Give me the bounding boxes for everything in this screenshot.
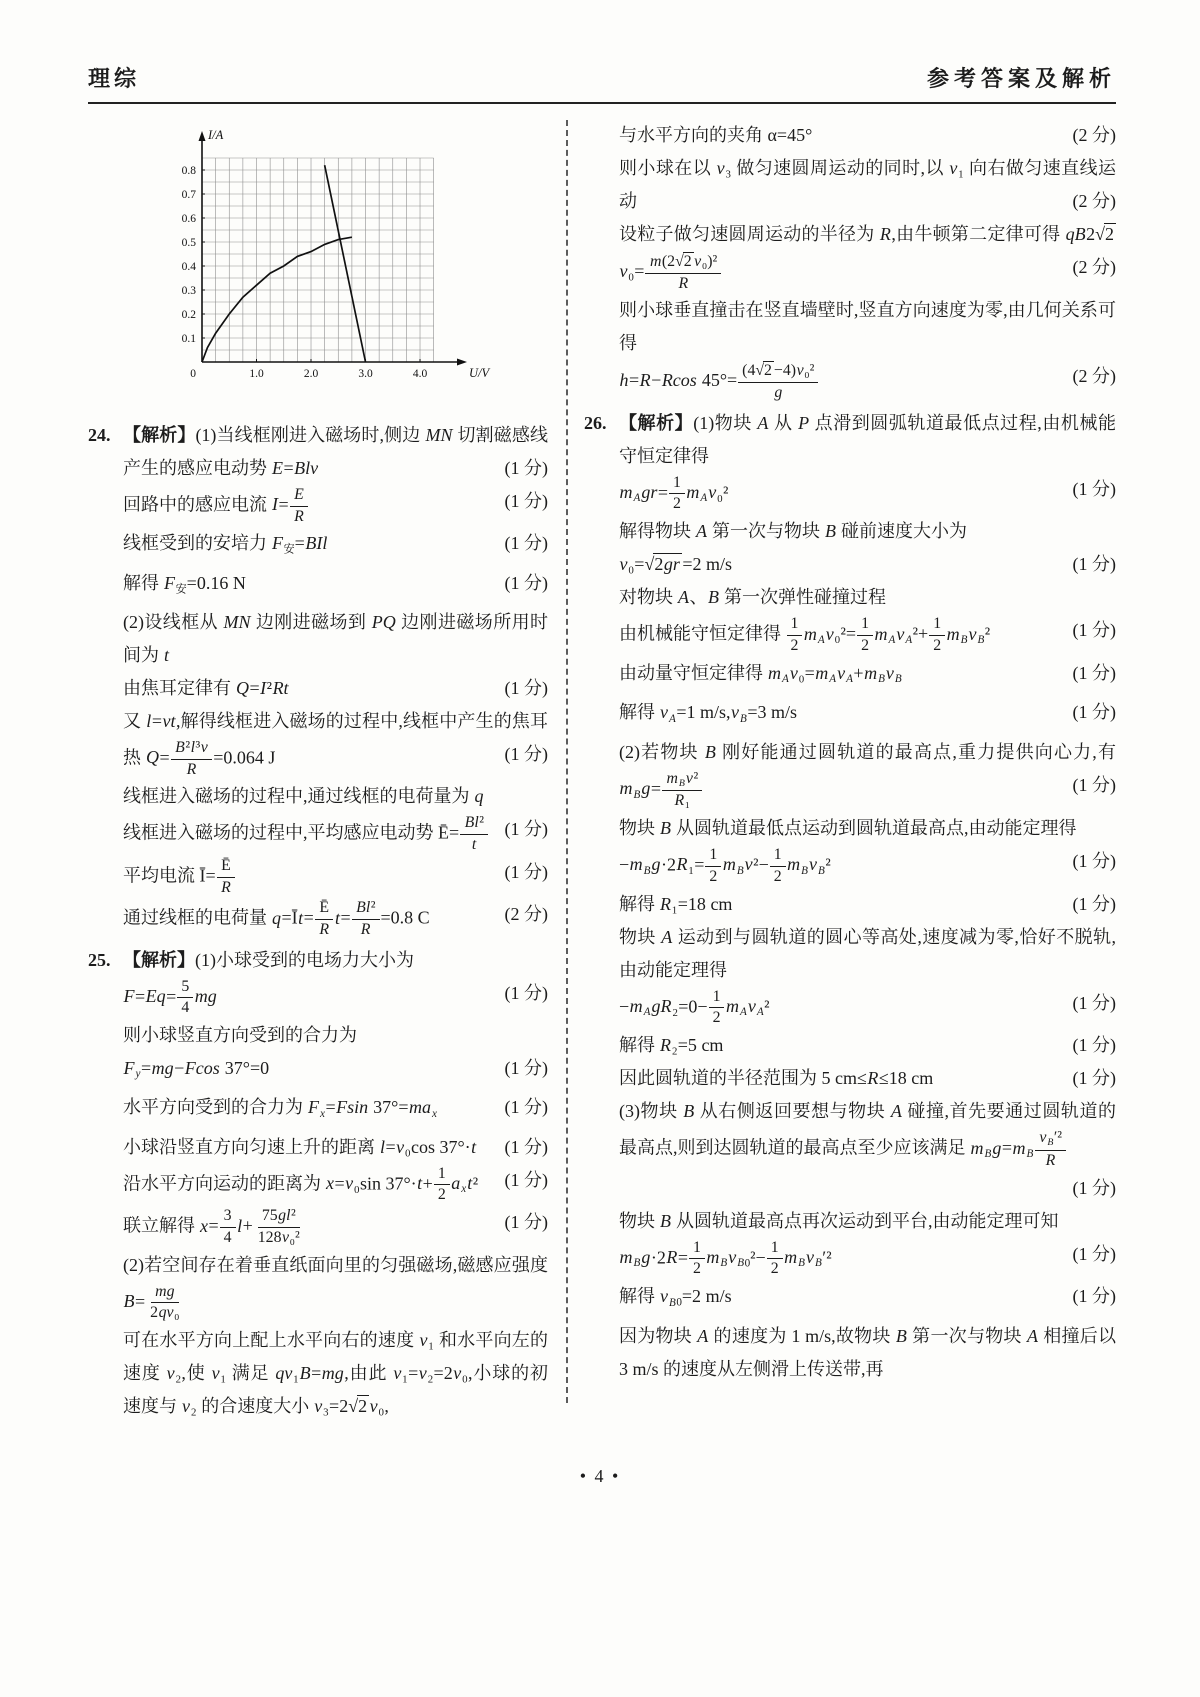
answer-line: 回路中的感应电流 I= $\frac{E}{R}$ (1 分) (123, 486, 548, 525)
answer-line: 设粒子做匀速圆周运动的半径为 R,由牛顿第二定律可得 qB2√2v₀= $\frac{\text{m(2√2 v₀)²}}{R}$ (2 分) (619, 224, 1116, 292)
answer-line: 可在水平方向上配上水平向右的速度 v₁ 和水平向左的速度 v₂,使 v₁ 满足 qv₁B=mg,由此 v₁=v₂=2v₀,小球的初速度与 v₂ 的合速度大小 v₃=2√2 v₀, (123, 1330, 548, 1417)
svg-text:I/A: I/A (208, 128, 224, 142)
score-mark: (1 分) (504, 678, 548, 699)
score-mark: (1 分) (1072, 478, 1116, 499)
answer-line: $m_Agr=$ $\frac{1}{2}$ $m_Av_0^2$ (1 分) (619, 473, 1116, 513)
svg-text:0.8: 0.8 (181, 165, 196, 177)
score-mark: (1 分) (504, 458, 548, 478)
content-area (88, 116, 1116, 1423)
answer-line: (3)物块 B 从右侧返回要想与物块 A 碰撞,首先要通过圆轨道的最高点,则到达圆轨道的最高点至少应该满足 $m_Bg=m_B$ $\frac{v_B'^2}{R}$ (1 分) (619, 1095, 1116, 1204)
score-mark: (1 分) (1072, 1035, 1116, 1056)
chart-canvas (156, 126, 548, 405)
answer-line: 物块 A 运动到与圆轨道的圆心等高处,速度减为零,恰好不脱轨,由动能定理得 (619, 926, 1116, 980)
score-mark: (1 分) (504, 982, 548, 1003)
answer-line: 线框进入磁场的过程中,通过线框的电荷量为 q (123, 786, 484, 807)
score-mark: (1 分) (1072, 850, 1116, 871)
answer-line: 联立解得 x= $\frac{3}{4}$ l+ $\frac{\text{75gl²}}{\text{128v₀²}}$ (1 分) (123, 1207, 548, 1246)
svg-text:1.0: 1.0 (249, 368, 264, 380)
score-mark: (1 分) (504, 491, 548, 511)
score-mark: (1 分) (504, 744, 548, 765)
svg-text:0: 0 (190, 368, 196, 380)
score-mark: (1 分) (504, 1136, 548, 1157)
answer-line: 【解析】(1)物块 A 从 P 点滑到圆弧轨道最低点过程,由机械能守恒定律得 (619, 412, 1116, 466)
left-column (88, 116, 548, 1423)
answer-line: h=R−Rcos 45°= $\frac{\text{(4√2 −4)v₀²}}{g}$ (2 分) (619, 362, 1116, 402)
svg-text:0.2: 0.2 (181, 309, 196, 321)
component-I-U-curve (202, 237, 352, 362)
answer-line: 物块 B 从圆轨道最高点再次运动到平台,由动能定理可知 (619, 1210, 1059, 1231)
score-mark: (1 分) (504, 1212, 548, 1233)
score-mark: (1 分) (504, 1057, 548, 1078)
right-column (584, 116, 1116, 1423)
chart-svg (156, 126, 508, 400)
score-mark: (2 分) (1072, 125, 1116, 145)
right-column-answers (584, 119, 1116, 1386)
answer-line: 则小球竖直方向受到的合力为 (123, 1024, 357, 1045)
page-header (88, 62, 1116, 104)
score-mark: (1 分) (1072, 1068, 1116, 1089)
answer-line: 因此圆轨道的半径范围为 5 cm≤R≤18 cm (1 分) (619, 1062, 1116, 1095)
score-mark: (1 分) (504, 1097, 548, 1118)
answer-line: 通过线框的电荷量 q=Īt= $\frac{Ē}{R}$ t= $\frac{\text{Bl²}}{R}$ =0.8 C (2 分) (123, 899, 548, 938)
answer-line: 由动量守恒定律得 $m_Av_0=m_Av_A+m_Bv_B$ (1 分) (619, 657, 1116, 696)
score-mark: (1 分) (504, 861, 548, 882)
problem-25 (88, 944, 548, 1423)
subject-label: 理综 (88, 66, 141, 91)
column-divider (566, 120, 568, 1403)
score-mark: (1 分) (504, 572, 548, 593)
svg-text:2.0: 2.0 (303, 368, 319, 380)
answer-line: F=Eq= $\frac{5}{4}$ mg (1 分) (123, 977, 548, 1017)
answer-line: 【解析】(1)小球受到的电场力大小为 (123, 949, 414, 970)
svg-text:0.1: 0.1 (181, 333, 196, 345)
answer-line: $m_Bg\cdot 2R=$ $\frac{1}{2}$ $m_Bv_{B0}^2-$ $\frac{1}{2}$ $m_Bv_B'^2$ (1 分) (619, 1238, 1116, 1278)
score-mark: (1 分) (1072, 620, 1116, 641)
current-voltage-graph (156, 126, 548, 405)
answer-line: 解得 $v_{B0}=2$ m/s (1 分) (619, 1280, 1116, 1319)
answer-line: 由焦耳定律有 Q=I²Rt (1 分) (123, 672, 548, 705)
answer-line: 小球沿竖直方向匀速上升的距离 l=v₀cos 37°·t (1 分) (123, 1131, 548, 1164)
answer-line: 与水平方向的夹角 α=45° (2 分) (619, 119, 1116, 152)
answer-line: 解得 R₂=5 cm (1 分) (619, 1029, 1116, 1062)
page-title: 参考答案及解析 (926, 66, 1116, 91)
score-mark: (1 分) (1072, 893, 1116, 914)
answer-line: 解得 $v_A=1$ $m/s,v_B=3$ m/s (1 分) (619, 696, 1116, 735)
answer-line: $-m_Bg\cdot 2R_1=$ $\frac{1}{2}$ $m_Bv^2-$ $\frac{1}{2}$ $m_Bv_B^2$ (1 分) (619, 845, 1116, 885)
svg-text:0.3: 0.3 (181, 285, 196, 297)
page-number: • 4 • (579, 1466, 621, 1486)
straight-load-line (325, 165, 366, 362)
answer-line: 又 l=vt,解得线框进入磁场的过程中,线框中产生的焦耳热 Q= $\frac{\text{B²l³v}}{R}$ =0.064 J (1 分) (123, 711, 548, 778)
svg-text:4.0: 4.0 (412, 368, 428, 380)
score-mark: (1 分) (1072, 1177, 1116, 1198)
answer-line: $F_y=mg-Fcos$ 37°=0 (1 分) (123, 1052, 548, 1091)
continued-solution (584, 119, 1116, 404)
score-mark: (1 分) (1072, 1286, 1116, 1307)
answer-line: (2)若物块 B 刚好能通过圆轨道的最高点,重力提供向心力,有 $m_Bg=$ $\frac{m_Bv^2}{\text{R₁}}$ (1 分) (619, 741, 1116, 810)
score-mark: (1 分) (1072, 663, 1116, 684)
problem-number: 25. (88, 949, 111, 970)
score-mark: (2 分) (1072, 366, 1116, 387)
problem-26 (584, 407, 1116, 1386)
svg-text:0.4: 0.4 (181, 261, 196, 273)
answer-line: 则小球垂直撞击在竖直墙壁时,竖直方向速度为零,由几何关系可得 (619, 300, 1116, 354)
answer-line: 【解析】(1)当线框刚进入磁场时,侧边 MN 切割磁感线产生的感应电动势 E=Blv (1 分) (123, 419, 548, 485)
answer-line: 解得 R₁=18 cm (1 分) (619, 888, 1116, 921)
svg-text:U/V: U/V (469, 366, 490, 380)
answer-line: 解得物块 A 第一次与物块 B 碰前速度大小为 (619, 521, 967, 542)
svg-text:0.6: 0.6 (181, 213, 196, 225)
problem-24 (88, 419, 548, 941)
score-mark: (1 分) (504, 533, 548, 554)
answer-line: 线框进入磁场的过程中,平均感应电动势 Ē= $\frac{\text{Bl²}}{t}$ (1 分) (123, 814, 548, 854)
svg-text:0.7: 0.7 (181, 189, 196, 201)
score-mark: (1 分) (504, 1169, 548, 1190)
answer-line: v₀=√2gr =2 m/s (1 分) (619, 548, 1116, 581)
answer-line: 水平方向受到的合力为 $F_x=Fsin$ $37^\circ=ma_x$ (1 分) (123, 1091, 548, 1130)
problem-number: 24. (88, 425, 111, 445)
score-mark: (1 分) (1072, 702, 1116, 723)
answer-line: (2)若空间存在着垂直纸面向里的匀强磁场,磁感应强度 B= $\frac{mg}{\text{2qv₀}}$ (123, 1254, 548, 1322)
answer-line: 沿水平方向运动的距离为 x=v₀sin 37°·t+ $\frac{1}{2}$ $a_xt^2$ (1 分) (123, 1164, 548, 1204)
answer-line: 对物块 A、B 第一次弹性碰撞过程 (619, 587, 886, 608)
answer-line: $-m_AgR_2=0-$ $\frac{1}{2}$ $m_Av_A^2$ (1 分) (619, 987, 1116, 1027)
answer-line: 因为物块 A 的速度为 1 m/s,故物块 B 第一次与物块 A 相撞后以 3 m/s 的速度从左侧滑上传送带,再 (619, 1325, 1116, 1379)
left-column-answers (88, 419, 548, 1423)
problem-number: 26. (584, 412, 607, 433)
score-mark: (2 分) (504, 904, 548, 925)
page-footer (0, 1466, 1200, 1487)
score-mark: (1 分) (504, 819, 548, 840)
score-mark: (2 分) (1072, 257, 1116, 277)
answer-line: (2)设线框从 MN 边刚进磁场到 PQ 边刚进磁场所用时间为 t (123, 612, 548, 666)
svg-text:0.5: 0.5 (181, 237, 196, 249)
answer-line: 解得 $F_安=0.16$ N (1 分) (123, 567, 548, 606)
score-mark: (1 分) (1072, 774, 1116, 795)
answer-line: 由机械能守恒定律得 $\frac{1}{2}$ $m_Av_0^2=$ $\frac{1}{2}$ $m_Av_A^2+$ $\frac{1}{2}$ $m_Bv_B^2$ (1 分) (619, 615, 1116, 655)
svg-text:3.0: 3.0 (358, 368, 373, 380)
answer-line: 则小球在以 v₃ 做匀速圆周运动的同时,以 v₁ 向右做匀速直线运动 (2 分) (619, 152, 1116, 218)
answer-line: 线框受到的安培力 $F_安=BIl$ (1 分) (123, 527, 548, 566)
score-mark: (1 分) (1072, 992, 1116, 1013)
score-mark: (2 分) (1072, 191, 1116, 211)
score-mark: (1 分) (1072, 1243, 1116, 1264)
answer-line: 平均电流 Ī= $\frac{Ē}{R}$ (1 分) (123, 856, 548, 896)
score-mark: (1 分) (1072, 554, 1116, 575)
answer-line: 物块 B 从圆轨道最低点运动到圆轨道最高点,由动能定理得 (619, 817, 1077, 838)
